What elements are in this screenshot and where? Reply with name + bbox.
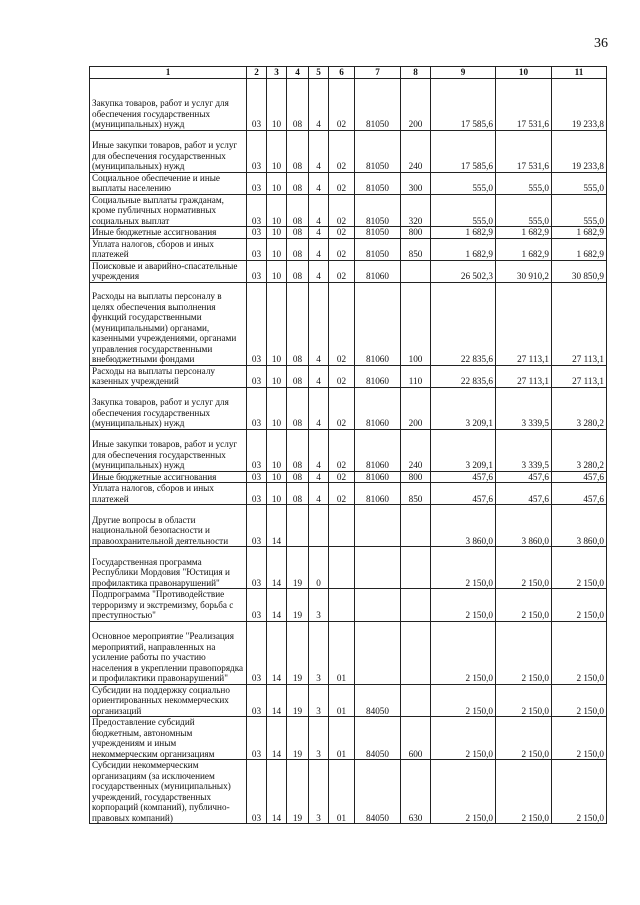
header-cell: 7 — [355, 67, 401, 79]
col-6-cell: 02 — [329, 471, 355, 483]
col-4-cell: 08 — [287, 172, 309, 194]
col-6-cell — [329, 589, 355, 622]
col-3-cell: 10 — [267, 483, 287, 505]
col-7-cell — [355, 505, 401, 547]
col-7-cell: 81060 — [355, 483, 401, 505]
col-3-cell: 10 — [267, 130, 287, 172]
col-4-cell — [287, 505, 309, 547]
col-7-cell: 81060 — [355, 429, 401, 471]
col-8-cell: 240 — [401, 130, 431, 172]
col-10-cell: 555,0 — [496, 172, 552, 194]
col-4-cell: 08 — [287, 282, 309, 365]
col-5-cell: 4 — [309, 238, 329, 260]
col-11-cell: 2 150,0 — [552, 684, 607, 717]
col-10-cell: 1 682,9 — [496, 227, 552, 239]
col-8-cell: 800 — [401, 471, 431, 483]
col-2-cell: 03 — [247, 365, 267, 387]
col-7-cell: 81050 — [355, 227, 401, 239]
col-9-cell: 2 150,0 — [431, 547, 496, 589]
col-8-cell — [401, 684, 431, 717]
col-6-cell: 02 — [329, 387, 355, 429]
col-6-cell: 02 — [329, 238, 355, 260]
col-11-cell: 1 682,9 — [552, 238, 607, 260]
col-7-cell — [355, 589, 401, 622]
header-cell: 6 — [329, 67, 355, 79]
col-9-cell: 26 502,3 — [431, 260, 496, 282]
col-9-cell: 22 835,6 — [431, 282, 496, 365]
col-5-cell: 3 — [309, 589, 329, 622]
col-3-cell: 14 — [267, 589, 287, 622]
table-row — [90, 365, 607, 387]
table-row — [90, 760, 607, 824]
col-9-cell: 2 150,0 — [431, 589, 496, 622]
col-2-cell: 03 — [247, 760, 267, 824]
col-7-cell — [355, 621, 401, 684]
col-5-cell: 4 — [309, 387, 329, 429]
col-4-cell: 08 — [287, 429, 309, 471]
col-8-cell — [401, 621, 431, 684]
col-10-cell: 27 113,1 — [496, 282, 552, 365]
col-8-cell: 800 — [401, 227, 431, 239]
col-5-cell: 3 — [309, 684, 329, 717]
col-5-cell: 4 — [309, 130, 329, 172]
col-9-cell: 17 585,6 — [431, 78, 496, 130]
col-5-cell: 4 — [309, 365, 329, 387]
table-row — [90, 717, 607, 760]
row-name-cell: Уплата налогов, сборов и иных платежей — [90, 238, 247, 260]
col-8-cell — [401, 260, 431, 282]
col-3-cell: 10 — [267, 429, 287, 471]
header-cell: 1 — [90, 67, 247, 79]
col-2-cell: 03 — [247, 547, 267, 589]
col-9-cell: 2 150,0 — [431, 760, 496, 824]
table-row — [90, 238, 607, 260]
col-11-cell: 3 860,0 — [552, 505, 607, 547]
col-3-cell: 14 — [267, 717, 287, 760]
col-3-cell: 10 — [267, 172, 287, 194]
col-7-cell: 81050 — [355, 194, 401, 227]
col-5-cell: 4 — [309, 429, 329, 471]
col-10-cell: 457,6 — [496, 483, 552, 505]
col-9-cell: 22 835,6 — [431, 365, 496, 387]
col-9-cell: 2 150,0 — [431, 717, 496, 760]
col-5-cell: 4 — [309, 172, 329, 194]
col-3-cell: 10 — [267, 387, 287, 429]
col-3-cell: 14 — [267, 684, 287, 717]
col-10-cell: 27 113,1 — [496, 365, 552, 387]
col-8-cell: 300 — [401, 172, 431, 194]
budget-table — [89, 66, 607, 824]
col-7-cell: 84050 — [355, 760, 401, 824]
col-3-cell: 14 — [267, 760, 287, 824]
col-4-cell: 08 — [287, 130, 309, 172]
row-name-cell: Закупка товаров, работ и услуг для обеспечения государственных (муниципальных) нужд — [90, 78, 247, 130]
col-6-cell: 02 — [329, 78, 355, 130]
col-8-cell: 240 — [401, 429, 431, 471]
col-4-cell: 08 — [287, 365, 309, 387]
col-8-cell: 850 — [401, 483, 431, 505]
row-name-cell: Государственная программа Республики Мордовия "Юстиция и профилактика правонарушений" — [90, 547, 247, 589]
col-6-cell — [329, 547, 355, 589]
col-10-cell: 3 339,5 — [496, 387, 552, 429]
col-11-cell: 1 682,9 — [552, 227, 607, 239]
col-6-cell — [329, 505, 355, 547]
row-name-cell: Уплата налогов, сборов и иных платежей — [90, 483, 247, 505]
col-11-cell: 457,6 — [552, 483, 607, 505]
col-8-cell: 600 — [401, 717, 431, 760]
row-name-cell: Субсидии некоммерческим организациям (за исключением государственных (муниципальных) учреждений, государственных корпораций (компаний), публично-правовых компаний) — [90, 760, 247, 824]
col-4-cell: 19 — [287, 717, 309, 760]
col-4-cell: 08 — [287, 387, 309, 429]
col-10-cell: 3 860,0 — [496, 505, 552, 547]
col-2-cell: 03 — [247, 717, 267, 760]
col-2-cell: 03 — [247, 130, 267, 172]
col-5-cell: 4 — [309, 471, 329, 483]
col-4-cell: 19 — [287, 547, 309, 589]
col-4-cell: 19 — [287, 684, 309, 717]
col-11-cell: 19 233,8 — [552, 78, 607, 130]
col-2-cell: 03 — [247, 505, 267, 547]
col-2-cell: 03 — [247, 260, 267, 282]
col-10-cell: 2 150,0 — [496, 717, 552, 760]
col-8-cell: 100 — [401, 282, 431, 365]
col-8-cell — [401, 505, 431, 547]
col-2-cell: 03 — [247, 589, 267, 622]
col-7-cell: 81060 — [355, 471, 401, 483]
col-4-cell: 08 — [287, 194, 309, 227]
col-2-cell: 03 — [247, 282, 267, 365]
col-4-cell: 19 — [287, 589, 309, 622]
col-5-cell: 4 — [309, 483, 329, 505]
page-number: 36 — [594, 36, 608, 51]
col-7-cell: 81060 — [355, 365, 401, 387]
col-5-cell: 4 — [309, 194, 329, 227]
col-4-cell: 08 — [287, 227, 309, 239]
table-row — [90, 78, 607, 130]
col-10-cell: 3 339,5 — [496, 429, 552, 471]
col-6-cell: 02 — [329, 483, 355, 505]
col-5-cell: 3 — [309, 717, 329, 760]
col-10-cell: 457,6 — [496, 471, 552, 483]
col-6-cell: 02 — [329, 172, 355, 194]
col-11-cell: 3 280,2 — [552, 429, 607, 471]
col-4-cell: 08 — [287, 260, 309, 282]
col-10-cell: 2 150,0 — [496, 589, 552, 622]
header-cell: 11 — [552, 67, 607, 79]
col-8-cell: 200 — [401, 387, 431, 429]
col-8-cell: 320 — [401, 194, 431, 227]
header-cell: 8 — [401, 67, 431, 79]
col-9-cell: 1 682,9 — [431, 238, 496, 260]
row-name-cell: Иные закупки товаров, работ и услуг для обеспечения государственных (муниципальных) нужд — [90, 130, 247, 172]
row-name-cell: Расходы на выплаты персоналу в целях обеспечения выполнения функций государственными (муниципальными) органами, казенными учреждениями, органами управления государственными внебюджетными фондами — [90, 282, 247, 365]
col-7-cell: 81050 — [355, 172, 401, 194]
col-5-cell: 4 — [309, 227, 329, 239]
col-3-cell: 10 — [267, 365, 287, 387]
header-cell: 2 — [247, 67, 267, 79]
header-cell: 3 — [267, 67, 287, 79]
col-9-cell: 3 860,0 — [431, 505, 496, 547]
col-2-cell: 03 — [247, 194, 267, 227]
col-6-cell: 01 — [329, 760, 355, 824]
header-cell: 10 — [496, 67, 552, 79]
col-7-cell: 81060 — [355, 282, 401, 365]
header-cell: 9 — [431, 67, 496, 79]
col-5-cell: 3 — [309, 760, 329, 824]
col-11-cell: 30 850,9 — [552, 260, 607, 282]
col-6-cell: 01 — [329, 717, 355, 760]
col-11-cell: 27 113,1 — [552, 282, 607, 365]
col-11-cell: 2 150,0 — [552, 589, 607, 622]
col-4-cell: 19 — [287, 760, 309, 824]
col-2-cell: 03 — [247, 387, 267, 429]
col-6-cell: 02 — [329, 227, 355, 239]
col-11-cell: 19 233,8 — [552, 130, 607, 172]
col-3-cell: 10 — [267, 260, 287, 282]
col-4-cell: 08 — [287, 78, 309, 130]
col-4-cell: 19 — [287, 621, 309, 684]
col-11-cell: 457,6 — [552, 471, 607, 483]
col-6-cell: 02 — [329, 282, 355, 365]
col-4-cell: 08 — [287, 238, 309, 260]
table-row — [90, 130, 607, 172]
row-name-cell: Другие вопросы в области национальной безопасности и правоохранительной деятельности — [90, 505, 247, 547]
col-6-cell: 02 — [329, 429, 355, 471]
header-row — [90, 67, 607, 79]
col-10-cell: 17 531,6 — [496, 130, 552, 172]
col-3-cell: 10 — [267, 78, 287, 130]
col-9-cell: 2 150,0 — [431, 684, 496, 717]
header-cell: 4 — [287, 67, 309, 79]
col-2-cell: 03 — [247, 78, 267, 130]
col-9-cell: 457,6 — [431, 471, 496, 483]
table-row — [90, 547, 607, 589]
col-7-cell: 84050 — [355, 684, 401, 717]
col-11-cell: 2 150,0 — [552, 760, 607, 824]
row-name-cell: Основное мероприятие "Реализация мероприятий, направленных на усиление работы по участию населения в укреплении правопорядка и профилактики правонарушений" — [90, 621, 247, 684]
col-11-cell: 555,0 — [552, 172, 607, 194]
col-4-cell: 08 — [287, 483, 309, 505]
col-3-cell: 10 — [267, 194, 287, 227]
col-9-cell: 555,0 — [431, 172, 496, 194]
table-row — [90, 260, 607, 282]
row-name-cell: Иные закупки товаров, работ и услуг для обеспечения государственных (муниципальных) нужд — [90, 429, 247, 471]
col-6-cell: 01 — [329, 684, 355, 717]
col-7-cell: 81050 — [355, 238, 401, 260]
col-5-cell — [309, 505, 329, 547]
col-10-cell: 30 910,2 — [496, 260, 552, 282]
row-name-cell: Иные бюджетные ассигнования — [90, 227, 247, 239]
col-9-cell: 457,6 — [431, 483, 496, 505]
row-name-cell: Поисковые и аварийно-спасательные учреждения — [90, 260, 247, 282]
col-2-cell: 03 — [247, 227, 267, 239]
col-3-cell: 10 — [267, 471, 287, 483]
table-row — [90, 387, 607, 429]
col-10-cell: 2 150,0 — [496, 547, 552, 589]
table-row — [90, 621, 607, 684]
col-11-cell: 3 280,2 — [552, 387, 607, 429]
col-10-cell: 2 150,0 — [496, 621, 552, 684]
col-7-cell: 81050 — [355, 130, 401, 172]
col-11-cell: 2 150,0 — [552, 547, 607, 589]
col-2-cell: 03 — [247, 429, 267, 471]
col-6-cell: 02 — [329, 194, 355, 227]
col-3-cell: 14 — [267, 505, 287, 547]
col-8-cell — [401, 589, 431, 622]
row-name-cell: Предоставление субсидий бюджетным, автономным учреждениям и иным некоммерческим организациям — [90, 717, 247, 760]
col-11-cell: 27 113,1 — [552, 365, 607, 387]
col-10-cell: 1 682,9 — [496, 238, 552, 260]
table-row — [90, 471, 607, 483]
table-row — [90, 483, 607, 505]
col-2-cell: 03 — [247, 471, 267, 483]
col-7-cell: 84050 — [355, 717, 401, 760]
col-8-cell: 110 — [401, 365, 431, 387]
col-2-cell: 03 — [247, 483, 267, 505]
table-row — [90, 589, 607, 622]
col-3-cell: 14 — [267, 547, 287, 589]
row-name-cell: Подпрограмма "Противодействие терроризму и экстремизму, борьба с преступностью" — [90, 589, 247, 622]
col-5-cell: 4 — [309, 78, 329, 130]
col-10-cell: 555,0 — [496, 194, 552, 227]
row-name-cell: Социальное обеспечение и иные выплаты населению — [90, 172, 247, 194]
col-8-cell — [401, 547, 431, 589]
table-row — [90, 429, 607, 471]
row-name-cell: Субсидии на поддержку социально ориентированных некоммерческих организаций — [90, 684, 247, 717]
table-row — [90, 684, 607, 717]
col-2-cell: 03 — [247, 172, 267, 194]
col-9-cell: 555,0 — [431, 194, 496, 227]
col-10-cell: 2 150,0 — [496, 760, 552, 824]
col-3-cell: 10 — [267, 238, 287, 260]
col-6-cell: 02 — [329, 260, 355, 282]
col-9-cell: 1 682,9 — [431, 227, 496, 239]
row-name-cell: Иные бюджетные ассигнования — [90, 471, 247, 483]
col-3-cell: 10 — [267, 227, 287, 239]
col-6-cell: 02 — [329, 365, 355, 387]
col-9-cell: 3 209,1 — [431, 429, 496, 471]
col-7-cell: 81050 — [355, 78, 401, 130]
col-2-cell: 03 — [247, 621, 267, 684]
col-6-cell: 01 — [329, 621, 355, 684]
col-3-cell: 14 — [267, 621, 287, 684]
col-10-cell: 17 531,6 — [496, 78, 552, 130]
col-5-cell: 3 — [309, 621, 329, 684]
col-7-cell — [355, 547, 401, 589]
col-5-cell: 4 — [309, 282, 329, 365]
col-7-cell: 81060 — [355, 387, 401, 429]
table-row — [90, 505, 607, 547]
col-5-cell: 4 — [309, 260, 329, 282]
col-9-cell: 17 585,6 — [431, 130, 496, 172]
col-5-cell: 0 — [309, 547, 329, 589]
col-4-cell: 08 — [287, 471, 309, 483]
col-11-cell: 2 150,0 — [552, 621, 607, 684]
col-8-cell: 200 — [401, 78, 431, 130]
col-11-cell: 2 150,0 — [552, 717, 607, 760]
col-3-cell: 10 — [267, 282, 287, 365]
col-9-cell: 3 209,1 — [431, 387, 496, 429]
col-2-cell: 03 — [247, 684, 267, 717]
col-6-cell: 02 — [329, 130, 355, 172]
table-row — [90, 282, 607, 365]
table-row — [90, 227, 607, 239]
col-8-cell: 850 — [401, 238, 431, 260]
col-8-cell: 630 — [401, 760, 431, 824]
col-2-cell: 03 — [247, 238, 267, 260]
col-10-cell: 2 150,0 — [496, 684, 552, 717]
col-7-cell: 81060 — [355, 260, 401, 282]
row-name-cell: Социальные выплаты гражданам, кроме публичных нормативных социальных выплат — [90, 194, 247, 227]
col-11-cell: 555,0 — [552, 194, 607, 227]
table-row — [90, 194, 607, 227]
header-cell: 5 — [309, 67, 329, 79]
row-name-cell: Закупка товаров, работ и услуг для обеспечения государственных (муниципальных) нужд — [90, 387, 247, 429]
table-row — [90, 172, 607, 194]
col-9-cell: 2 150,0 — [431, 621, 496, 684]
row-name-cell: Расходы на выплаты персоналу казенных учреждений — [90, 365, 247, 387]
